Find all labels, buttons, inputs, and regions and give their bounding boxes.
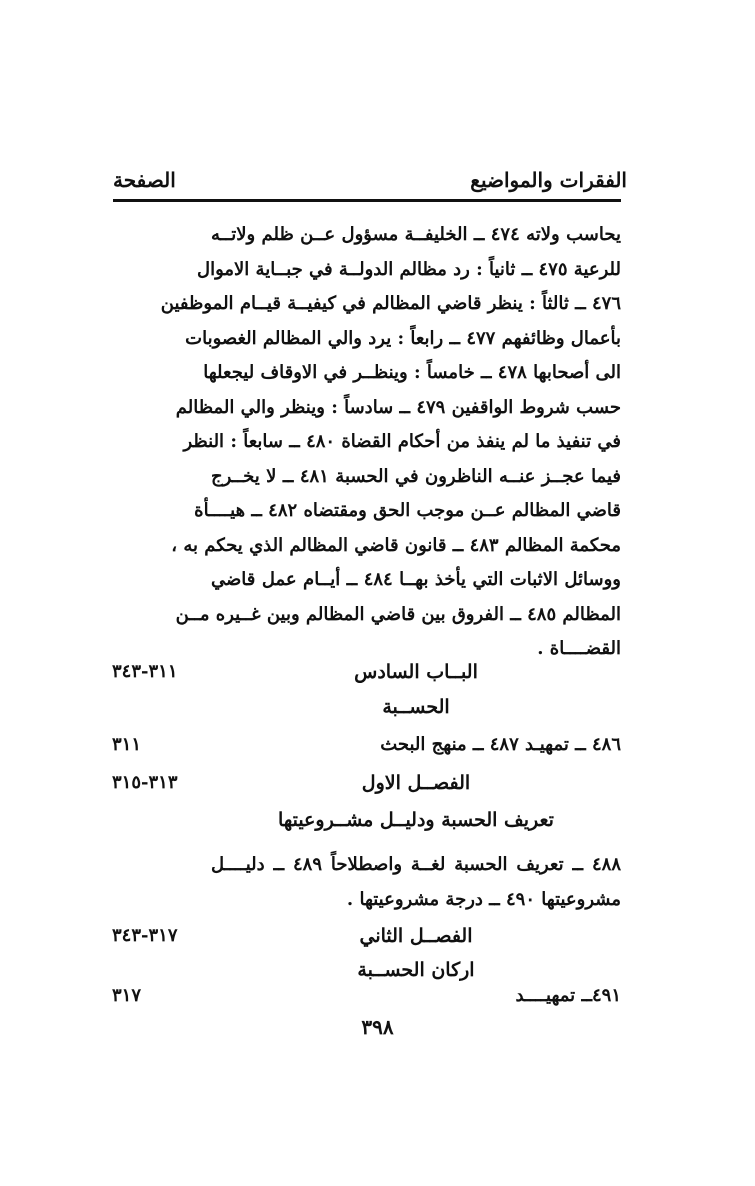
paragraph-line: ووسائل الاثبات التي يأخذ بهــا ٤٨٤ ــ أيــام عمل قاضي — [211, 569, 621, 590]
paragraph-line: فيما عجــز عنــه الناظرون في الحسبة ٤٨١ ــ لا يخــرج — [211, 465, 622, 487]
paragraph-line: ٤٧٦ ــ ثالثاً : ينظر قاضي المظالم في كيفيــة قيــام الموظفين — [160, 293, 621, 314]
paragraph-line: قاضي المظالم عــن موجب الحق ومقتضاه ٤٨٢ ــ هيــــأة — [194, 500, 621, 521]
paragraph-line: بأعمال وظائفهم ٤٧٧ ــ رابعاً : يرد والي المظالم الغصوبات — [185, 327, 621, 349]
column-header-title: الفقرات والمواضيع — [470, 168, 627, 192]
page-number: ٣١١ — [112, 734, 142, 755]
toc-row-hisba — [0, 696, 755, 726]
column-header-page: الصفحة — [113, 168, 176, 192]
paragraph-line: المظالم ٤٨٥ ــ الفروق بين قاضي المظالم وبين غــيره مــن — [175, 603, 621, 625]
toc-row-fasl1 — [0, 772, 755, 802]
chapter-subtitle: اركان الحســبة — [357, 959, 475, 981]
section-title: البــاب السادس — [354, 661, 478, 683]
toc-paragraph-2 — [211, 848, 621, 917]
paragraph-line: في تنفيذ ما لم ينفذ من أحكام القضاة ٤٨٠ ــ سابعاً : النظر — [183, 431, 621, 452]
page-footer-number: ٣٩٨ — [361, 1015, 394, 1039]
header-rule — [113, 199, 621, 202]
page-range: ٣١٧-٣٤٣ — [112, 925, 178, 946]
paragraph-line: مشروعيتها ٤٩٠ ــ درجة مشروعيتها . — [346, 888, 621, 910]
paragraph-line: محكمة المظالم ٤٨٣ ــ قانون قاضي المظالم الذي يحكم به ، — [171, 534, 621, 556]
paragraph-line: حسب شروط الواقفين ٤٧٩ ــ سادساً : وينظر والي المظالم — [175, 396, 621, 418]
entry-text: ٤٩١ــ تمهيــــد — [515, 985, 621, 1006]
paragraph-line: ٤٨٨ ــ تعريف الحسبة لغــة واصطلاحاً ٤٨٩ ــ دليــــل — [211, 854, 621, 875]
entry-text: ٤٨٦ ــ تمهيـد ٤٨٧ ــ منهج البحث — [380, 734, 621, 755]
toc-row-486 — [0, 734, 755, 764]
chapter-title: الفصــل الاول — [361, 772, 471, 794]
page-number: ٣١٧ — [112, 985, 142, 1006]
toc-row-bab — [0, 661, 755, 691]
paragraph-line: الى أصحابها ٤٧٨ ــ خامساً : وينظــر في الاوقاف ليجعلها — [203, 362, 621, 383]
paragraph-line: القضــــاة . — [537, 638, 621, 659]
page-range: ٣١٣-٣١٥ — [112, 772, 178, 793]
chapter-title: الفصــل الثاني — [359, 925, 473, 947]
toc-row-491 — [0, 985, 755, 1015]
section-subtitle: الحســبة — [382, 696, 450, 718]
page-range: ٣١١-٣٤٣ — [112, 661, 178, 682]
paragraph-line: يحاسب ولاته ٤٧٤ ــ الخليفــة مسؤول عــن ظلم ولاتــه — [211, 224, 621, 245]
toc-paragraph-1 — [160, 218, 622, 667]
chapter-subtitle: تعريف الحسبة ودليــل مشــروعيتها — [278, 809, 554, 831]
toc-row-fasl2 — [0, 925, 755, 955]
paragraph-line: للرعية ٤٧٥ ــ ثانياً : رد مظالم الدولــة في جبــاية الاموال — [196, 258, 621, 280]
toc-row-fasl1-sub — [0, 809, 755, 839]
